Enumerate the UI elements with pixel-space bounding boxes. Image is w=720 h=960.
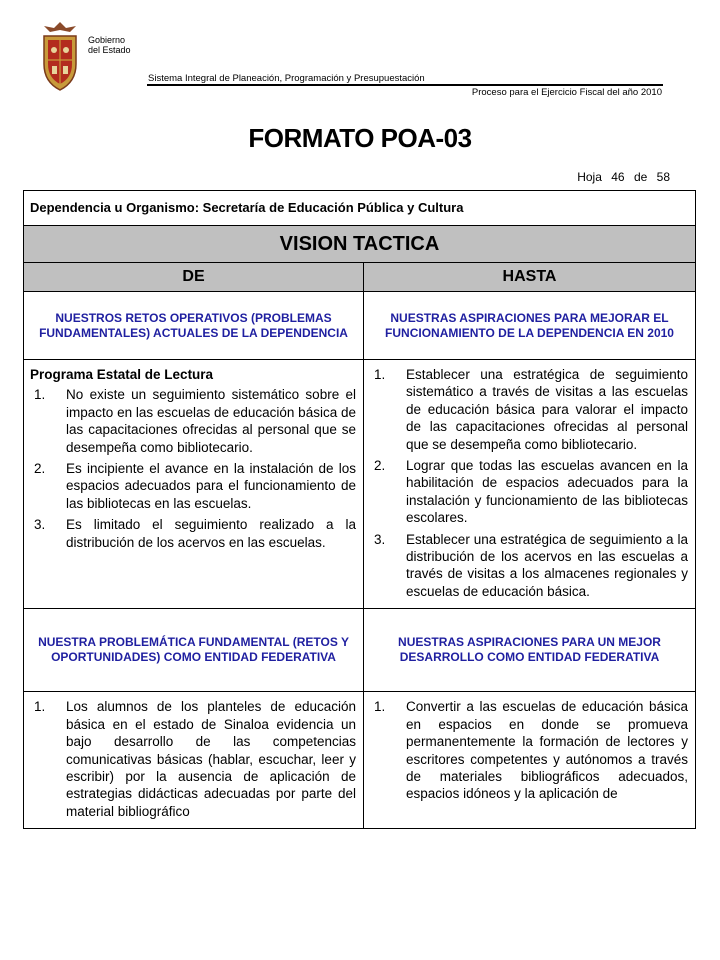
item-number: 1.	[374, 367, 386, 382]
item-number: 1.	[374, 699, 386, 715]
section2-right-cell	[364, 692, 696, 829]
list-item	[370, 366, 688, 453]
item-text: Establecer una estratégica de seguimiento a la distribución de los acervos en las escuelas a través de visitas a los almacenes regionales y escuelas de educación básica.	[406, 531, 688, 599]
dependency-cell: Dependencia u Organismo: Secretaría de Educación Pública y Cultura	[24, 191, 696, 226]
document-header	[0, 0, 720, 110]
list-item	[30, 460, 356, 512]
section1-right-header: NUESTRAS ASPIRACIONES PARA MEJORAR EL FUNCIONAMIENTO DE LA DEPENDENCIA EN 2010	[364, 292, 696, 360]
government-label	[88, 35, 131, 55]
item-number: 2.	[374, 458, 386, 474]
sheet-number: 46	[611, 170, 625, 184]
page-title: FORMATO POA-03	[248, 123, 472, 153]
list-item	[370, 531, 688, 601]
sheet-counter	[571, 170, 670, 184]
list-item	[30, 698, 356, 820]
section1-right-list	[370, 366, 688, 600]
item-number: 3.	[374, 531, 386, 547]
item-number: 1.	[34, 387, 46, 403]
item-text: Es limitado el seguimiento realizado a la distribución de los acervos en las escuelas.	[66, 517, 357, 550]
section2-left-header: NUESTRA PROBLEMÁTICA FUNDAMENTAL (RETOS Y OPORTUNIDADES) COMO ENTIDAD FEDERATIVA	[24, 609, 364, 692]
dependency-row	[24, 191, 696, 226]
section2-right-list	[370, 698, 688, 802]
process-label: Proceso para el Ejercicio Fiscal del año 2010	[471, 87, 662, 98]
vision-row	[24, 226, 696, 263]
column-header-row	[24, 263, 696, 292]
header-rule	[147, 84, 663, 86]
section1-content-row	[24, 360, 696, 609]
item-number: 1.	[34, 699, 46, 715]
program-title: Programa Estatal de Lectura	[30, 367, 214, 382]
list-item	[370, 698, 688, 802]
section1-left-cell	[24, 360, 364, 609]
section2-left-cell	[24, 692, 364, 829]
item-text: No existe un seguimiento sistemático sobre el impacto en las escuelas de educación básica de las capacitaciones ofrecidas al personal que se desempeña como bibliotecario.	[66, 387, 357, 455]
section1-right-cell	[364, 360, 696, 609]
vision-table	[23, 190, 696, 829]
system-name: Sistema Integral de Planeación, Programación y Presupuestación	[148, 73, 425, 84]
section1-left-list	[30, 386, 356, 551]
section1-header-row	[24, 292, 696, 360]
gov-line-2: del Estado	[88, 45, 131, 55]
list-item	[30, 516, 356, 551]
item-text: Establecer una estratégica de seguimiento sistemático a través de visitas a las escuelas de educación básica para valorar el impacto de las capacitaciones ofrecidas al personal que se desempeña como bibliotecario.	[406, 367, 688, 452]
state-coat-of-arms-icon	[38, 20, 82, 92]
vision-header: VISION TACTICA	[24, 226, 696, 263]
item-number: 2.	[34, 461, 46, 477]
section2-right-header: NUESTRAS ASPIRACIONES PARA UN MEJOR DESARROLLO COMO ENTIDAD FEDERATIVA	[364, 609, 696, 692]
section2-header-row	[24, 609, 696, 692]
sheet-separator: de	[633, 170, 648, 184]
section1-left-header: NUESTROS RETOS OPERATIVOS (PROBLEMAS FUNDAMENTALES) ACTUALES DE LA DEPENDENCIA	[24, 292, 364, 360]
item-text: Los alumnos de los planteles de educación básica en el estado de Sinaloa evidencia un bajo desarrollo de las competencias comunicativas básicas (hablar, escuchar, leer y escribir) por la ausencia de aplicación de estrategias didácticas adecuadas por parte del material bibliográfico	[66, 699, 357, 819]
list-item	[370, 457, 688, 527]
section2-content-row	[24, 692, 696, 829]
item-text: Es incipiente el avance en la instalación de los espacios adecuados para el funcionamiento de las bibliotecas en las escuelas.	[66, 461, 357, 511]
gov-line-1: Gobierno	[88, 35, 126, 45]
sheet-total: 58	[656, 170, 670, 184]
list-item	[30, 386, 356, 456]
section2-left-list	[30, 698, 356, 820]
item-text: Lograr que todas las escuelas avancen en la habilitación de espacios adecuados para la instalación y funcionamiento de las bibliotecas escolares.	[406, 458, 688, 526]
column-de: DE	[24, 263, 364, 292]
column-hasta: HASTA	[364, 263, 696, 292]
item-number: 3.	[34, 517, 46, 533]
sheet-label: Hoja	[577, 170, 602, 184]
item-text: Convertir a las escuelas de educación básica en espacios en donde se promueva permanentemente la formación de lectores y escritores competentes y autónomos a través de materiales bibliográficos adecuados, espacios idóneos y la aplicación de	[406, 699, 688, 802]
